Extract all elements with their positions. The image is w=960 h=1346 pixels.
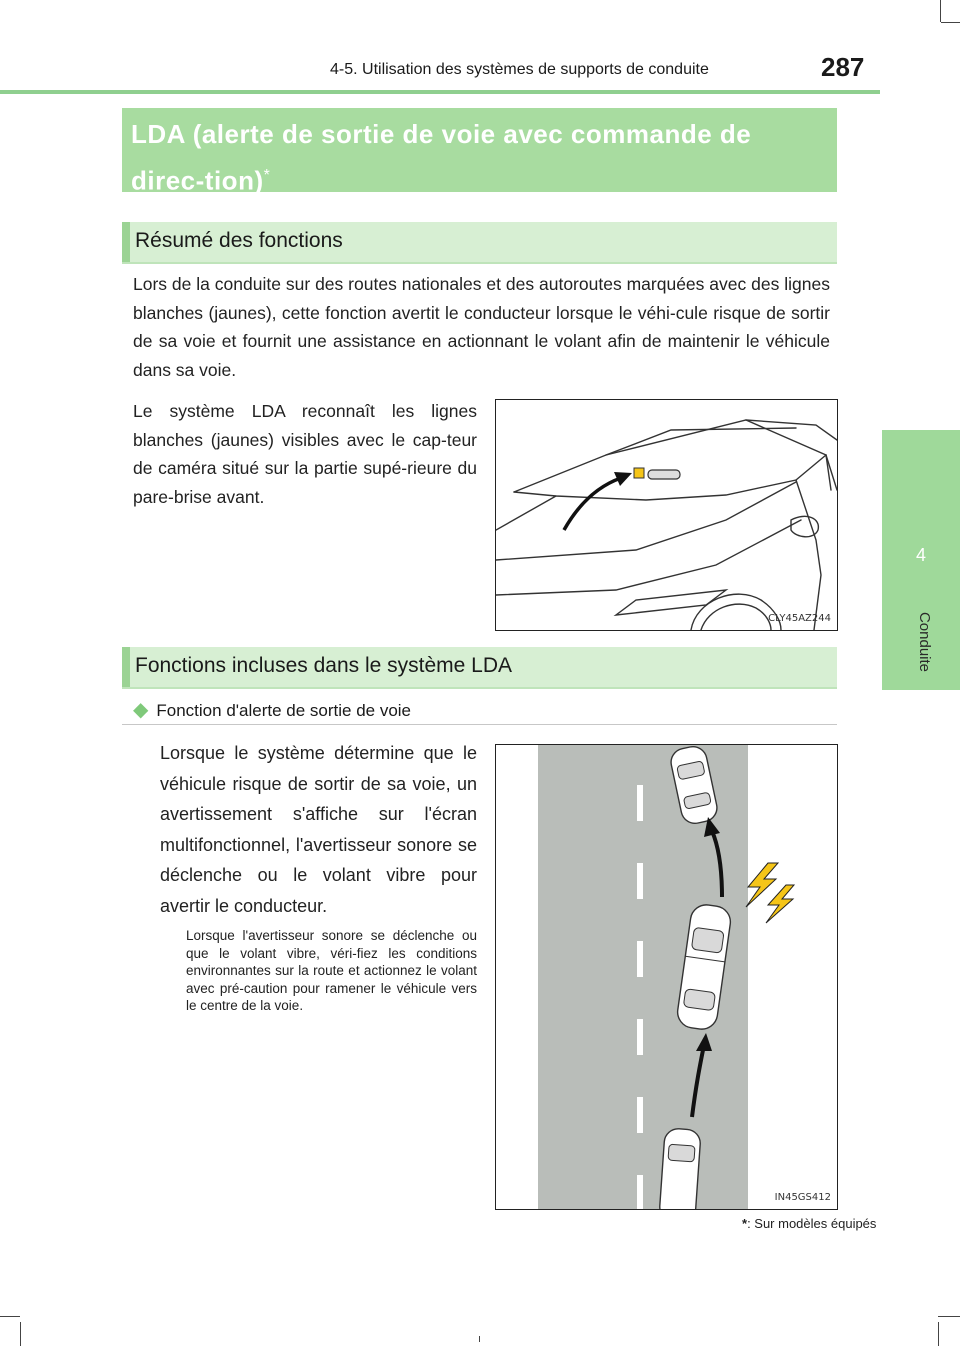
arrow-to-camera: [564, 478, 621, 530]
car-windshield-illustration: [496, 400, 837, 630]
diamond-icon: ◆: [133, 699, 149, 721]
crop-mark: [0, 1316, 20, 1317]
chapter-label: Conduite: [916, 611, 933, 673]
page-title-text: LDA (alerte de sortie de voie avec commande de direc-tion): [131, 119, 752, 196]
caution-note: Lorsque l'avertisseur sonore se déclenche ou que le volant vibre, véri-fiez les conditions environnantes sur la route et actionnez le volant avec pré-caution pour ramener le véhicule vers le centre de la voie.: [186, 928, 477, 1013]
lane-alert-paragraph: Lorsque le système détermine que le véhicule risque de sortir de sa voie, un avertissement s'affiche sur l'écran multifonctionnel, l'avertisseur sonore se déclenche ou le volant vibre pour avertir le conducteur.: [160, 743, 477, 916]
subheading-lane-alert: [133, 697, 411, 722]
figure-lane-departure: [495, 744, 838, 1210]
figure-windshield-camera: [495, 399, 838, 631]
subheading-rule: [122, 724, 837, 725]
section-heading-text: Résumé des fonctions: [135, 229, 343, 252]
section-rule: [122, 262, 837, 264]
intro-paragraph: Lors de la conduite sur des routes nationales et des autoroutes marquées avec des lignes blanches (jaunes), cette fonction avertit le conducteur lorsque le véhi-cule risque de sortir de sa voie et fournit une assistance en actionnant le volant afin de maintenir le véhicule dans sa voie.: [133, 274, 830, 380]
section-heading-functions: [122, 647, 837, 687]
footnote: [742, 1216, 876, 1231]
crop-mark: [938, 1316, 960, 1317]
page-title: [131, 113, 831, 202]
footnote-text: : Sur modèles équipés: [747, 1216, 877, 1231]
running-header: 4-5. Utilisation des systèmes de supports de conduite: [330, 61, 709, 78]
page-number: 287: [821, 52, 865, 82]
section-rule: [122, 687, 837, 689]
section-heading-text: Fonctions incluses dans le système LDA: [135, 654, 513, 677]
title-asterisk: *: [263, 167, 271, 184]
camera-sensor-icon: [634, 468, 644, 478]
footnote-asterisk: *: [742, 1216, 748, 1231]
crop-mark: [938, 1322, 939, 1346]
figure-code: IN45GS412: [774, 1192, 831, 1203]
lane-departure-illustration: [496, 745, 837, 1209]
crop-mark: [20, 1322, 21, 1346]
car-bottom: [659, 1128, 701, 1209]
chapter-number: 4: [915, 545, 926, 565]
section-heading-summary: [122, 222, 837, 262]
rear-mirror: [648, 470, 680, 479]
crop-mark: [940, 0, 941, 22]
camera-paragraph: Le système LDA reconnaît les lignes blanches (jaunes) visibles avec le cap-teur de caméra situé sur la partie supé-rieure du pare-brise avant.: [133, 401, 477, 507]
section-bar: [122, 647, 130, 687]
subheading-text: Fonction d'alerte de sortie de voie: [156, 701, 412, 720]
header-rule: [0, 90, 880, 94]
figure-code: CLY45AZ244: [768, 613, 831, 624]
section-bar: [122, 222, 130, 262]
crop-mark: [941, 22, 960, 23]
crop-mark: [479, 1336, 480, 1342]
